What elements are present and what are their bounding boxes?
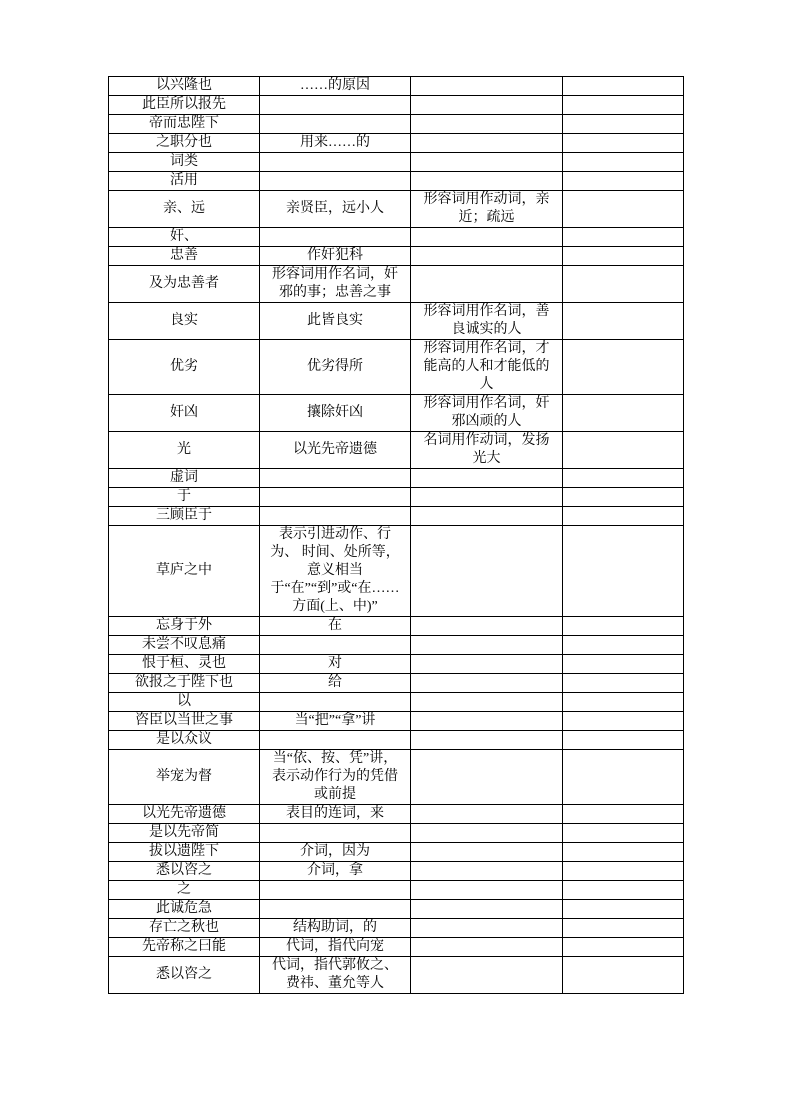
phrase-cell: 词类 (109, 153, 260, 172)
phrase-cell: 欲报之于陛下也 (109, 674, 260, 693)
meaning-cell: 以光先帝遗德 (260, 432, 411, 469)
meaning-cell (260, 172, 411, 191)
table-row (109, 340, 684, 395)
blank-cell (563, 843, 684, 862)
table-row (109, 469, 684, 488)
explanation-cell (411, 731, 563, 750)
explanation-cell (411, 153, 563, 172)
phrase-cell: 咨臣以当世之事 (109, 712, 260, 731)
explanation-cell: 形容词用作名词，才能高的人和才能低的人 (411, 340, 563, 395)
blank-cell (563, 526, 684, 617)
meaning-cell: 介词，拿 (260, 862, 411, 881)
meaning-cell: 作奸犯科 (260, 247, 411, 266)
meaning-cell (260, 507, 411, 526)
explanation-cell (411, 957, 563, 994)
meaning-cell (260, 488, 411, 507)
meaning-cell: 结构助词，的 (260, 919, 411, 938)
table-row (109, 750, 684, 805)
phrase-cell: 此诚危急 (109, 900, 260, 919)
meaning-cell: 优劣得所 (260, 340, 411, 395)
table-row (109, 957, 684, 994)
explanation-cell (411, 750, 563, 805)
blank-cell (563, 938, 684, 957)
blank-cell (563, 488, 684, 507)
meaning-cell (260, 636, 411, 655)
blank-cell (563, 957, 684, 994)
phrase-cell: 忠善 (109, 247, 260, 266)
phrase-cell: 虚词 (109, 469, 260, 488)
blank-cell (563, 674, 684, 693)
explanation-cell (411, 900, 563, 919)
table-row (109, 843, 684, 862)
phrase-cell: 之 (109, 881, 260, 900)
explanation-cell (411, 134, 563, 153)
table-row (109, 674, 684, 693)
blank-cell (563, 824, 684, 843)
explanation-cell (411, 247, 563, 266)
table-row (109, 191, 684, 228)
blank-cell (563, 247, 684, 266)
meaning-cell (260, 96, 411, 115)
phrase-cell: 未尝不叹息痛 (109, 636, 260, 655)
explanation-cell: 形容词用作名词，奸邪凶顽的人 (411, 395, 563, 432)
blank-cell (563, 655, 684, 674)
explanation-cell (411, 824, 563, 843)
blank-cell (563, 862, 684, 881)
explanation-cell (411, 881, 563, 900)
blank-cell (563, 919, 684, 938)
table-row (109, 247, 684, 266)
blank-cell (563, 228, 684, 247)
phrase-cell: 光 (109, 432, 260, 469)
meaning-cell (260, 900, 411, 919)
explanation-cell (411, 693, 563, 712)
meaning-cell: 表示引进动作、行为、 时间、处所等，意义相当于“在”“到”或“在……方面(上、中)” (260, 526, 411, 617)
meaning-cell: 用来……的 (260, 134, 411, 153)
blank-cell (563, 266, 684, 303)
meaning-cell (260, 115, 411, 134)
blank-cell (563, 134, 684, 153)
phrase-cell: 奸凶 (109, 395, 260, 432)
phrase-cell: 存亡之秋也 (109, 919, 260, 938)
blank-cell (563, 881, 684, 900)
table-row (109, 266, 684, 303)
explanation-cell (411, 617, 563, 636)
table-body (109, 77, 684, 994)
table-row (109, 526, 684, 617)
blank-cell (563, 712, 684, 731)
phrase-cell: 此臣所以报先 (109, 96, 260, 115)
meaning-cell: 此皆良实 (260, 303, 411, 340)
table-row (109, 712, 684, 731)
table-row (109, 432, 684, 469)
blank-cell (563, 395, 684, 432)
phrase-cell: 以 (109, 693, 260, 712)
phrase-cell: 奸、 (109, 228, 260, 247)
phrase-cell: 活用 (109, 172, 260, 191)
table-row (109, 938, 684, 957)
table-row (109, 919, 684, 938)
table-row (109, 115, 684, 134)
meaning-cell: 对 (260, 655, 411, 674)
table-row (109, 488, 684, 507)
blank-cell (563, 750, 684, 805)
phrase-cell: 悉以咨之 (109, 862, 260, 881)
phrase-cell: 良实 (109, 303, 260, 340)
explanation-cell: 名词用作动词，发扬光大 (411, 432, 563, 469)
explanation-cell (411, 469, 563, 488)
explanation-cell (411, 526, 563, 617)
blank-cell (563, 153, 684, 172)
explanation-cell (411, 655, 563, 674)
blank-cell (563, 636, 684, 655)
meaning-cell (260, 693, 411, 712)
table-row (109, 617, 684, 636)
blank-cell (563, 77, 684, 96)
meaning-cell: 介词，因为 (260, 843, 411, 862)
table-row (109, 805, 684, 824)
phrase-cell: 优劣 (109, 340, 260, 395)
meaning-cell (260, 153, 411, 172)
blank-cell (563, 191, 684, 228)
table-row (109, 96, 684, 115)
explanation-cell (411, 172, 563, 191)
explanation-cell (411, 843, 563, 862)
phrase-cell: 草庐之中 (109, 526, 260, 617)
explanation-cell: 形容词用作名词，善良诚实的人 (411, 303, 563, 340)
explanation-cell (411, 805, 563, 824)
table-row (109, 77, 684, 96)
phrase-cell: 于 (109, 488, 260, 507)
meaning-cell: 当“依、按、凭”讲，表示动作行为的凭借或前提 (260, 750, 411, 805)
table-row (109, 303, 684, 340)
phrase-cell: 是以众议 (109, 731, 260, 750)
meaning-cell: 攘除奸凶 (260, 395, 411, 432)
vocabulary-table (108, 76, 684, 994)
table-row (109, 862, 684, 881)
phrase-cell: 以兴隆也 (109, 77, 260, 96)
table-row (109, 172, 684, 191)
meaning-cell: 形容词用作名词，奸邪的事；忠善之事 (260, 266, 411, 303)
explanation-cell (411, 488, 563, 507)
explanation-cell (411, 674, 563, 693)
phrase-cell: 悉以咨之 (109, 957, 260, 994)
meaning-cell (260, 824, 411, 843)
phrase-cell: 亲、远 (109, 191, 260, 228)
table-row (109, 881, 684, 900)
explanation-cell (411, 77, 563, 96)
blank-cell (563, 303, 684, 340)
table-row (109, 395, 684, 432)
meaning-cell (260, 469, 411, 488)
meaning-cell: 表目的连词，来 (260, 805, 411, 824)
meaning-cell: 当“把”“拿”讲 (260, 712, 411, 731)
phrase-cell: 拔以遗陛下 (109, 843, 260, 862)
explanation-cell (411, 228, 563, 247)
explanation-cell (411, 507, 563, 526)
explanation-cell: 形容词用作动词，亲近；疏远 (411, 191, 563, 228)
table-row (109, 507, 684, 526)
explanation-cell (411, 636, 563, 655)
table-row (109, 153, 684, 172)
blank-cell (563, 731, 684, 750)
phrase-cell: 之职分也 (109, 134, 260, 153)
blank-cell (563, 172, 684, 191)
table-row (109, 636, 684, 655)
meaning-cell: 在 (260, 617, 411, 636)
blank-cell (563, 115, 684, 134)
table-row (109, 824, 684, 843)
explanation-cell (411, 919, 563, 938)
phrase-cell: 忘身于外 (109, 617, 260, 636)
phrase-cell: 举宠为督 (109, 750, 260, 805)
blank-cell (563, 340, 684, 395)
blank-cell (563, 469, 684, 488)
explanation-cell (411, 115, 563, 134)
phrase-cell: 以光先帝遗德 (109, 805, 260, 824)
meaning-cell (260, 228, 411, 247)
meaning-cell: 亲贤臣，远小人 (260, 191, 411, 228)
phrase-cell: 恨于桓、灵也 (109, 655, 260, 674)
phrase-cell: 帝而忠陛下 (109, 115, 260, 134)
meaning-cell: 给 (260, 674, 411, 693)
meaning-cell (260, 731, 411, 750)
table-row (109, 134, 684, 153)
table-row (109, 731, 684, 750)
blank-cell (563, 805, 684, 824)
meaning-cell (260, 881, 411, 900)
phrase-cell: 三顾臣于 (109, 507, 260, 526)
table-row (109, 228, 684, 247)
blank-cell (563, 693, 684, 712)
explanation-cell (411, 266, 563, 303)
blank-cell (563, 96, 684, 115)
blank-cell (563, 900, 684, 919)
explanation-cell (411, 862, 563, 881)
table-row (109, 900, 684, 919)
explanation-cell (411, 712, 563, 731)
explanation-cell (411, 938, 563, 957)
meaning-cell: 代词，指代郭攸之、费祎、董允等人 (260, 957, 411, 994)
phrase-cell: 先帝称之曰能 (109, 938, 260, 957)
table-row (109, 655, 684, 674)
phrase-cell: 是以先帝简 (109, 824, 260, 843)
explanation-cell (411, 96, 563, 115)
table-row (109, 693, 684, 712)
blank-cell (563, 617, 684, 636)
blank-cell (563, 507, 684, 526)
phrase-cell: 及为忠善者 (109, 266, 260, 303)
meaning-cell: ……的原因 (260, 77, 411, 96)
blank-cell (563, 432, 684, 469)
meaning-cell: 代词，指代向宠 (260, 938, 411, 957)
